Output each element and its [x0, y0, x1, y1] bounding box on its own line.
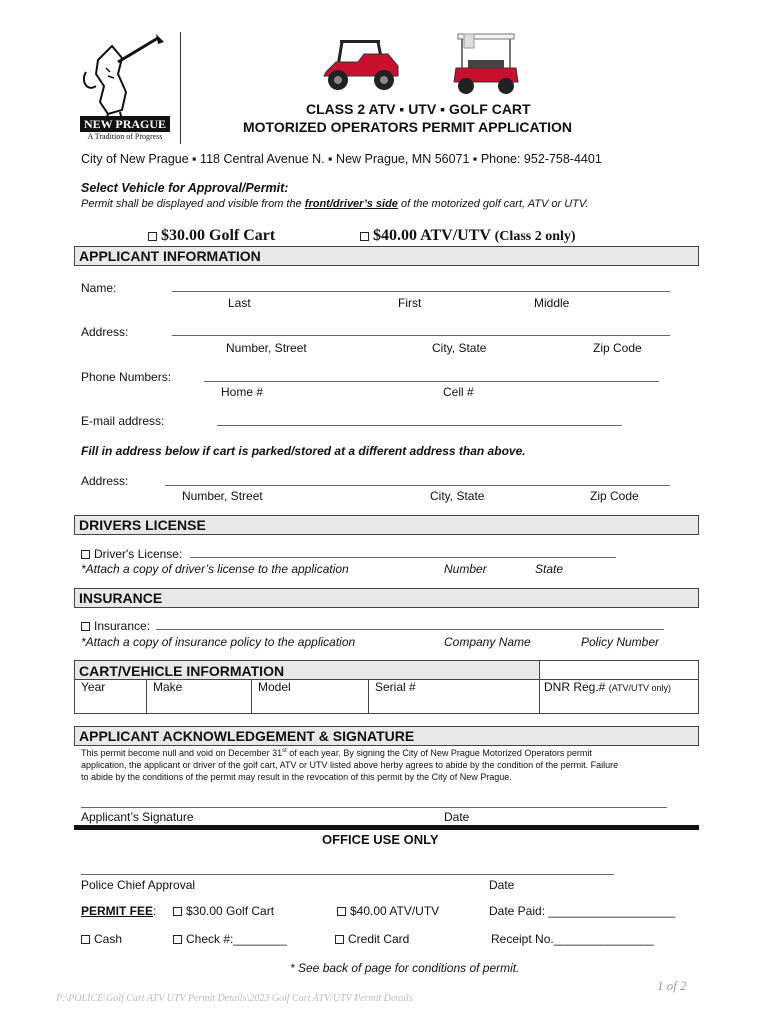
insurance-header: INSURANCE — [74, 588, 699, 608]
ack-line-3: to abide by the conditions of the permit may result in the revocation of this permit by the City of New Prague. — [81, 772, 512, 782]
alt-address-note: Fill in address below if cart is parked/stored at a different address than above. — [81, 444, 526, 458]
atv-utv-option-suffix: (Class 2 only) — [494, 229, 576, 244]
signature-field[interactable] — [81, 807, 667, 808]
address-label: Address: — [81, 325, 129, 339]
applicant-info-header: APPLICANT INFORMATION — [74, 246, 699, 266]
dnr-note: (ATV/UTV only) — [608, 683, 672, 693]
dnr-label-group — [540, 680, 671, 694]
fee-atv-checkbox[interactable] — [337, 907, 346, 916]
dnr-cell[interactable] — [539, 679, 699, 714]
drivers-license-header: DRIVERS LICENSE — [74, 515, 699, 535]
credit-card-label: Credit Card — [348, 932, 410, 946]
office-divider — [74, 825, 699, 830]
insurance-note: *Attach a copy of insurance policy to the application — [81, 635, 356, 649]
phone-field[interactable] — [204, 381, 659, 382]
insurance-row[interactable] — [81, 619, 150, 633]
alt-zip-caption: Zip Code — [590, 489, 639, 503]
golf-cart-checkbox[interactable] — [148, 232, 157, 241]
permit-fee-colon: : — [153, 904, 157, 918]
email-label: E-mail address: — [81, 414, 165, 428]
fee-atv-label: $40.00 ATV/UTV — [350, 904, 440, 918]
fee-atv-option[interactable] — [337, 904, 439, 918]
office-use-title: OFFICE USE ONLY — [322, 832, 439, 847]
ack-superscript: st — [282, 748, 287, 754]
signature-label: Applicant’s Signature — [81, 810, 194, 824]
chief-approval-field[interactable] — [81, 874, 614, 875]
alt-city-caption: City, State — [430, 489, 485, 503]
phone-cell-caption: Cell # — [443, 385, 474, 399]
atv-image — [318, 32, 404, 94]
cash-checkbox[interactable] — [81, 935, 90, 944]
golf-cart-option-label: $30.00 Golf Cart — [161, 227, 276, 244]
ack-line-1b: of each year. By signing the City of New Prague Motorized Operators permit — [286, 748, 592, 758]
address-street-caption: Number, Street — [226, 341, 307, 355]
cash-option[interactable] — [81, 932, 122, 946]
name-middle-caption: Middle — [534, 296, 570, 310]
license-number-caption: Number — [444, 562, 487, 576]
drivers-license-note: *Attach a copy of driver’s license to the application — [81, 562, 349, 576]
fee-golf-checkbox[interactable] — [173, 907, 182, 916]
signature-date-label: Date — [444, 810, 470, 824]
check-checkbox[interactable] — [173, 935, 182, 944]
title-line-1: CLASS 2 ATV ▪ UTV ▪ GOLF CART — [306, 101, 531, 117]
name-label: Name: — [81, 281, 117, 295]
atv-utv-checkbox[interactable] — [360, 232, 369, 241]
alt-street-caption: Number, Street — [182, 489, 263, 503]
phone-home-caption: Home # — [221, 385, 264, 399]
cart-info-header: CART/VEHICLE INFORMATION — [79, 663, 285, 679]
drivers-license-checkbox[interactable] — [81, 550, 90, 559]
name-field[interactable] — [172, 291, 670, 292]
page-number: 1 of 2 — [657, 978, 687, 993]
acknowledgement-header: APPLICANT ACKNOWLEDGEMENT & SIGNATURE — [74, 726, 699, 746]
drivers-license-row[interactable] — [81, 547, 182, 561]
cart-info-header-right — [539, 660, 699, 680]
license-state-caption: State — [535, 562, 564, 576]
email-field[interactable] — [217, 425, 622, 426]
cart-info-header-cell — [74, 660, 540, 680]
insurance-label: Insurance: — [94, 619, 151, 633]
model-cell[interactable] — [251, 679, 369, 714]
alt-address-label: Address: — [81, 474, 129, 488]
insurance-field[interactable] — [156, 629, 664, 630]
chief-date-label: Date — [489, 878, 515, 892]
fee-golf-option[interactable] — [173, 904, 274, 918]
address-zip-caption: Zip Code — [593, 341, 642, 355]
city-logo — [78, 32, 170, 144]
address-field[interactable] — [172, 335, 670, 336]
year-cell[interactable] — [74, 679, 147, 714]
permit-display-note — [81, 198, 588, 210]
drivers-license-label: Driver's License: — [94, 547, 183, 561]
logo-divider — [180, 32, 181, 144]
ack-line-1a: This permit become null and void on December 31 — [81, 748, 283, 758]
acknowledgement-text — [81, 745, 701, 783]
fee-golf-label: $30.00 Golf Cart — [186, 904, 275, 918]
make-label: Make — [153, 680, 183, 694]
name-last-caption: Last — [228, 296, 251, 310]
permit-fee-text: PERMIT FEE — [81, 904, 154, 918]
phone-label: Phone Numbers: — [81, 370, 172, 384]
atv-utv-option-label: $40.00 ATV/UTV — [373, 227, 491, 244]
vehicle-select-heading: Select Vehicle for Approval/Permit: — [81, 181, 289, 195]
receipt-number-field[interactable]: Receipt No._______________ — [491, 932, 654, 946]
logo-tagline: A Tradition of Progress — [87, 132, 163, 141]
atv-utv-option[interactable] — [360, 227, 576, 245]
policy-number-caption: Policy Number — [581, 635, 660, 649]
note-after: of the motorized golf cart, ATV or UTV. — [397, 198, 589, 210]
name-first-caption: First — [398, 296, 422, 310]
golf-cart-icon — [448, 30, 524, 96]
credit-card-option[interactable] — [335, 932, 409, 946]
cash-label: Cash — [94, 932, 123, 946]
golf-cart-option[interactable] — [148, 227, 275, 245]
serial-cell[interactable] — [368, 679, 540, 714]
ack-line-1 — [81, 745, 701, 759]
year-label: Year — [81, 680, 106, 694]
chief-approval-label: Police Chief Approval — [81, 878, 196, 892]
check-option[interactable] — [173, 932, 287, 946]
model-label: Model — [258, 680, 291, 694]
note-before: Permit shall be displayed and visible from the — [81, 198, 305, 210]
credit-card-checkbox[interactable] — [335, 935, 344, 944]
logo-text: NEW PRAGUE — [80, 116, 170, 132]
note-emphasis: front/driver’s side — [304, 198, 398, 210]
title-line-2: MOTORIZED OPERATORS PERMIT APPLICATION — [243, 119, 573, 135]
file-path: P:\POLICE\Golf Cart ATV UTV Permit Details\2023 Golf Cart ATV/UTV Permit Details — [56, 993, 413, 1004]
drivers-license-field[interactable] — [190, 557, 616, 558]
make-cell[interactable] — [146, 679, 252, 714]
check-label: Check #:________ — [186, 932, 287, 946]
permit-fee-label — [81, 904, 156, 918]
alt-address-field[interactable] — [165, 485, 670, 486]
address-city-caption: City, State — [432, 341, 487, 355]
atv-icon — [318, 32, 404, 94]
serial-label: Serial # — [375, 680, 416, 694]
insurance-checkbox[interactable] — [81, 622, 90, 631]
golf-cart-image — [448, 30, 524, 96]
date-paid-field[interactable]: Date Paid: ___________________ — [489, 904, 676, 918]
back-page-note: * See back of page for conditions of permit. — [290, 961, 520, 975]
city-address-line: City of New Prague ▪ 118 Central Avenue N. ▪ New Prague, MN 56071 ▪ Phone: 952-758-4401 — [81, 152, 602, 166]
company-name-caption: Company Name — [444, 635, 531, 649]
dnr-label: DNR Reg.# — [544, 680, 606, 694]
ack-line-2: application, the applicant or driver of the golf cart, ATV or UTV listed above herby agrees to abide by the condition of the permit. Failure — [81, 760, 619, 770]
